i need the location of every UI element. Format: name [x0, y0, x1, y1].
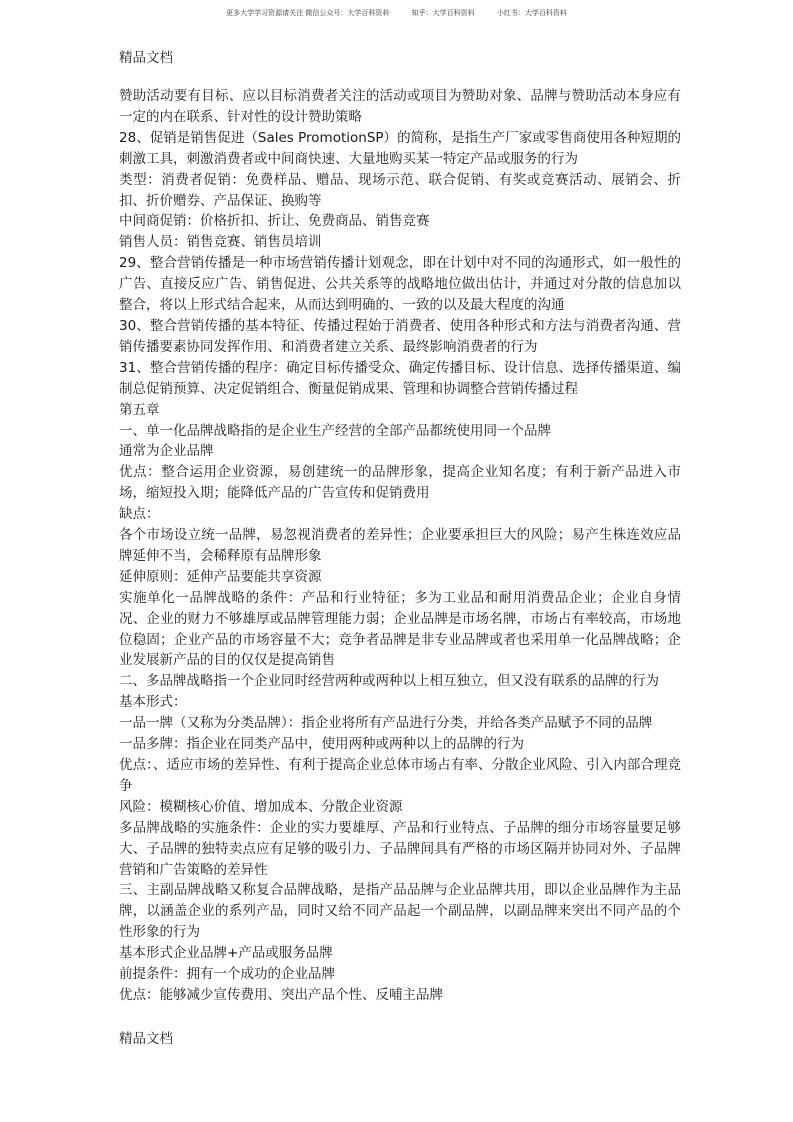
paragraph: 类型：消费者促销：免费样品、赠品、现场示范、联合促销、有奖或竞赛活动、展销会、折扣、折价赠券、产品保证、换购等	[119, 171, 681, 209]
paragraph: 销售人员：销售竞赛、销售员培训	[119, 234, 322, 251]
paragraph: 延伸原则：延伸产品要能共享资源	[119, 568, 322, 585]
paragraph: 28、促销是销售促进（Sales PromotionSP）的简称，是指生产厂家或零售商使用各种短期的刺激工具，刺激消费者或中间商快速、大量地购买某一特定产品或服务的行为	[119, 129, 681, 167]
paragraph: 中间商促销：价格折扣、折让、免费商品、销售竞赛	[119, 213, 430, 230]
top-banner	[0, 8, 793, 18]
paragraph: 31、整合营销传播的程序：确定目标传播受众、确定传播目标、设计信息、选择传播渠道、编制总促销预算、决定促销组合、衡量促销成果、管理和协调整合营销传播过程	[119, 359, 681, 397]
paragraph: 一品多牌：指企业在同类产品中，使用两种或两种以上的品牌的行为	[119, 736, 524, 753]
document-body	[119, 86, 681, 1006]
paragraph: 基本形式：	[119, 694, 187, 711]
paragraph: 多品牌战略的实施条件：企业的实力要雄厚、产品和行业特点、子品牌的细分市场容量要足够大、子品牌的独特卖点应有足够的吸引力、子品牌间具有严格的市场区隔并协同对外、子品牌营销和广告策略的差异性	[119, 819, 681, 878]
page-footer-label: 精品文档	[119, 1031, 173, 1047]
banner-zhihu: 知乎：大学百科资料	[411, 9, 475, 17]
paragraph: 通常为企业品牌	[119, 443, 214, 460]
chapter-heading: 第五章	[119, 401, 160, 418]
paragraph: 前提条件：拥有一个成功的企业品牌	[119, 966, 335, 983]
paragraph: 实施单化一品牌战略的条件：产品和行业特征；多为工业品和耐用消费品企业；企业自身情况、企业的财力不够雄厚或品牌管理能力弱；企业品牌是市场名牌，市场占有率较高，市场地位稳固；企业产品的市场容量不大；竞争者品牌是非专业品牌或者也采用单一化品牌战略；企业发展新产品的目的仅仅是提高销售	[119, 589, 681, 669]
paragraph: 优点：、适应市场的差异性、有利于提高企业总体市场占有率、分散企业风险、引入内部合理竞争	[119, 757, 681, 794]
banner-wechat: 更多大学学习资源请关注 微信公众号：大学百科资料	[226, 9, 390, 17]
paragraph: 缺点：	[119, 506, 160, 523]
paragraph: 一品一牌（又称为分类品牌）：指企业将所有产品进行分类，并给各类产品赋予不同的品牌	[119, 715, 653, 732]
paragraph: 基本形式企业品牌+产品或服务品牌	[119, 945, 333, 962]
paragraph: 二、多品牌战略指一个企业同时经营两种或两种以上相互独立，但又没有联系的品牌的行为	[119, 673, 659, 690]
banner-xiaohongshu: 小红书：大学百科资料	[496, 9, 567, 17]
page-header-label: 精品文档	[119, 50, 173, 66]
paragraph: 优点：整合运用企业资源，易创建统一的品牌形象，提高企业知名度；有利于新产品进入市场，缩短投入期；能降低产品的广告宣传和促销费用	[119, 464, 681, 502]
paragraph: 优点：能够减少宣传费用、突出产品个性、反哺主品牌	[119, 986, 443, 1003]
paragraph: 三、主副品牌战略又称复合品牌战略，是指产品品牌与企业品牌共用，即以企业品牌作为主品牌，以涵盖企业的系列产品，同时又给不同产品起一个副品牌，以副品牌来突出不同产品的个性形象的行为	[119, 882, 681, 941]
paragraph: 29、整合营销传播是一种市场营销传播计划观念，即在计划中对不同的沟通形式，如一般性的广告、直接反应广告、销售促进、公共关系等的战略地位做出估计，并通过对分散的信息加以整合，将以上形式结合起来，从而达到明确的、一致的以及最大程度的沟通	[119, 255, 681, 314]
paragraph: 赞助活动要有目标、应以目标消费者关注的活动或项目为赞助对象、品牌与赞助活动本身应有一定的内在联系、针对性的设计赞助策略	[119, 88, 681, 125]
paragraph: 各个市场设立统一品牌，易忽视消费者的差异性；企业要承担巨大的风险；易产生株连效应品牌延伸不当，会稀释原有品牌形象	[119, 527, 681, 564]
paragraph: 风险：模糊核心价值、增加成本、分散企业资源	[119, 798, 403, 815]
paragraph: 30、整合营销传播的基本特征、传播过程始于消费者、使用各种形式和方法与消费者沟通、营销传播要素协同发挥作用、和消费者建立关系、最终影响消费者的行为	[119, 317, 681, 355]
paragraph: 一、单一化品牌战略指的是企业生产经营的全部产品都统使用同一个品牌	[119, 422, 551, 439]
